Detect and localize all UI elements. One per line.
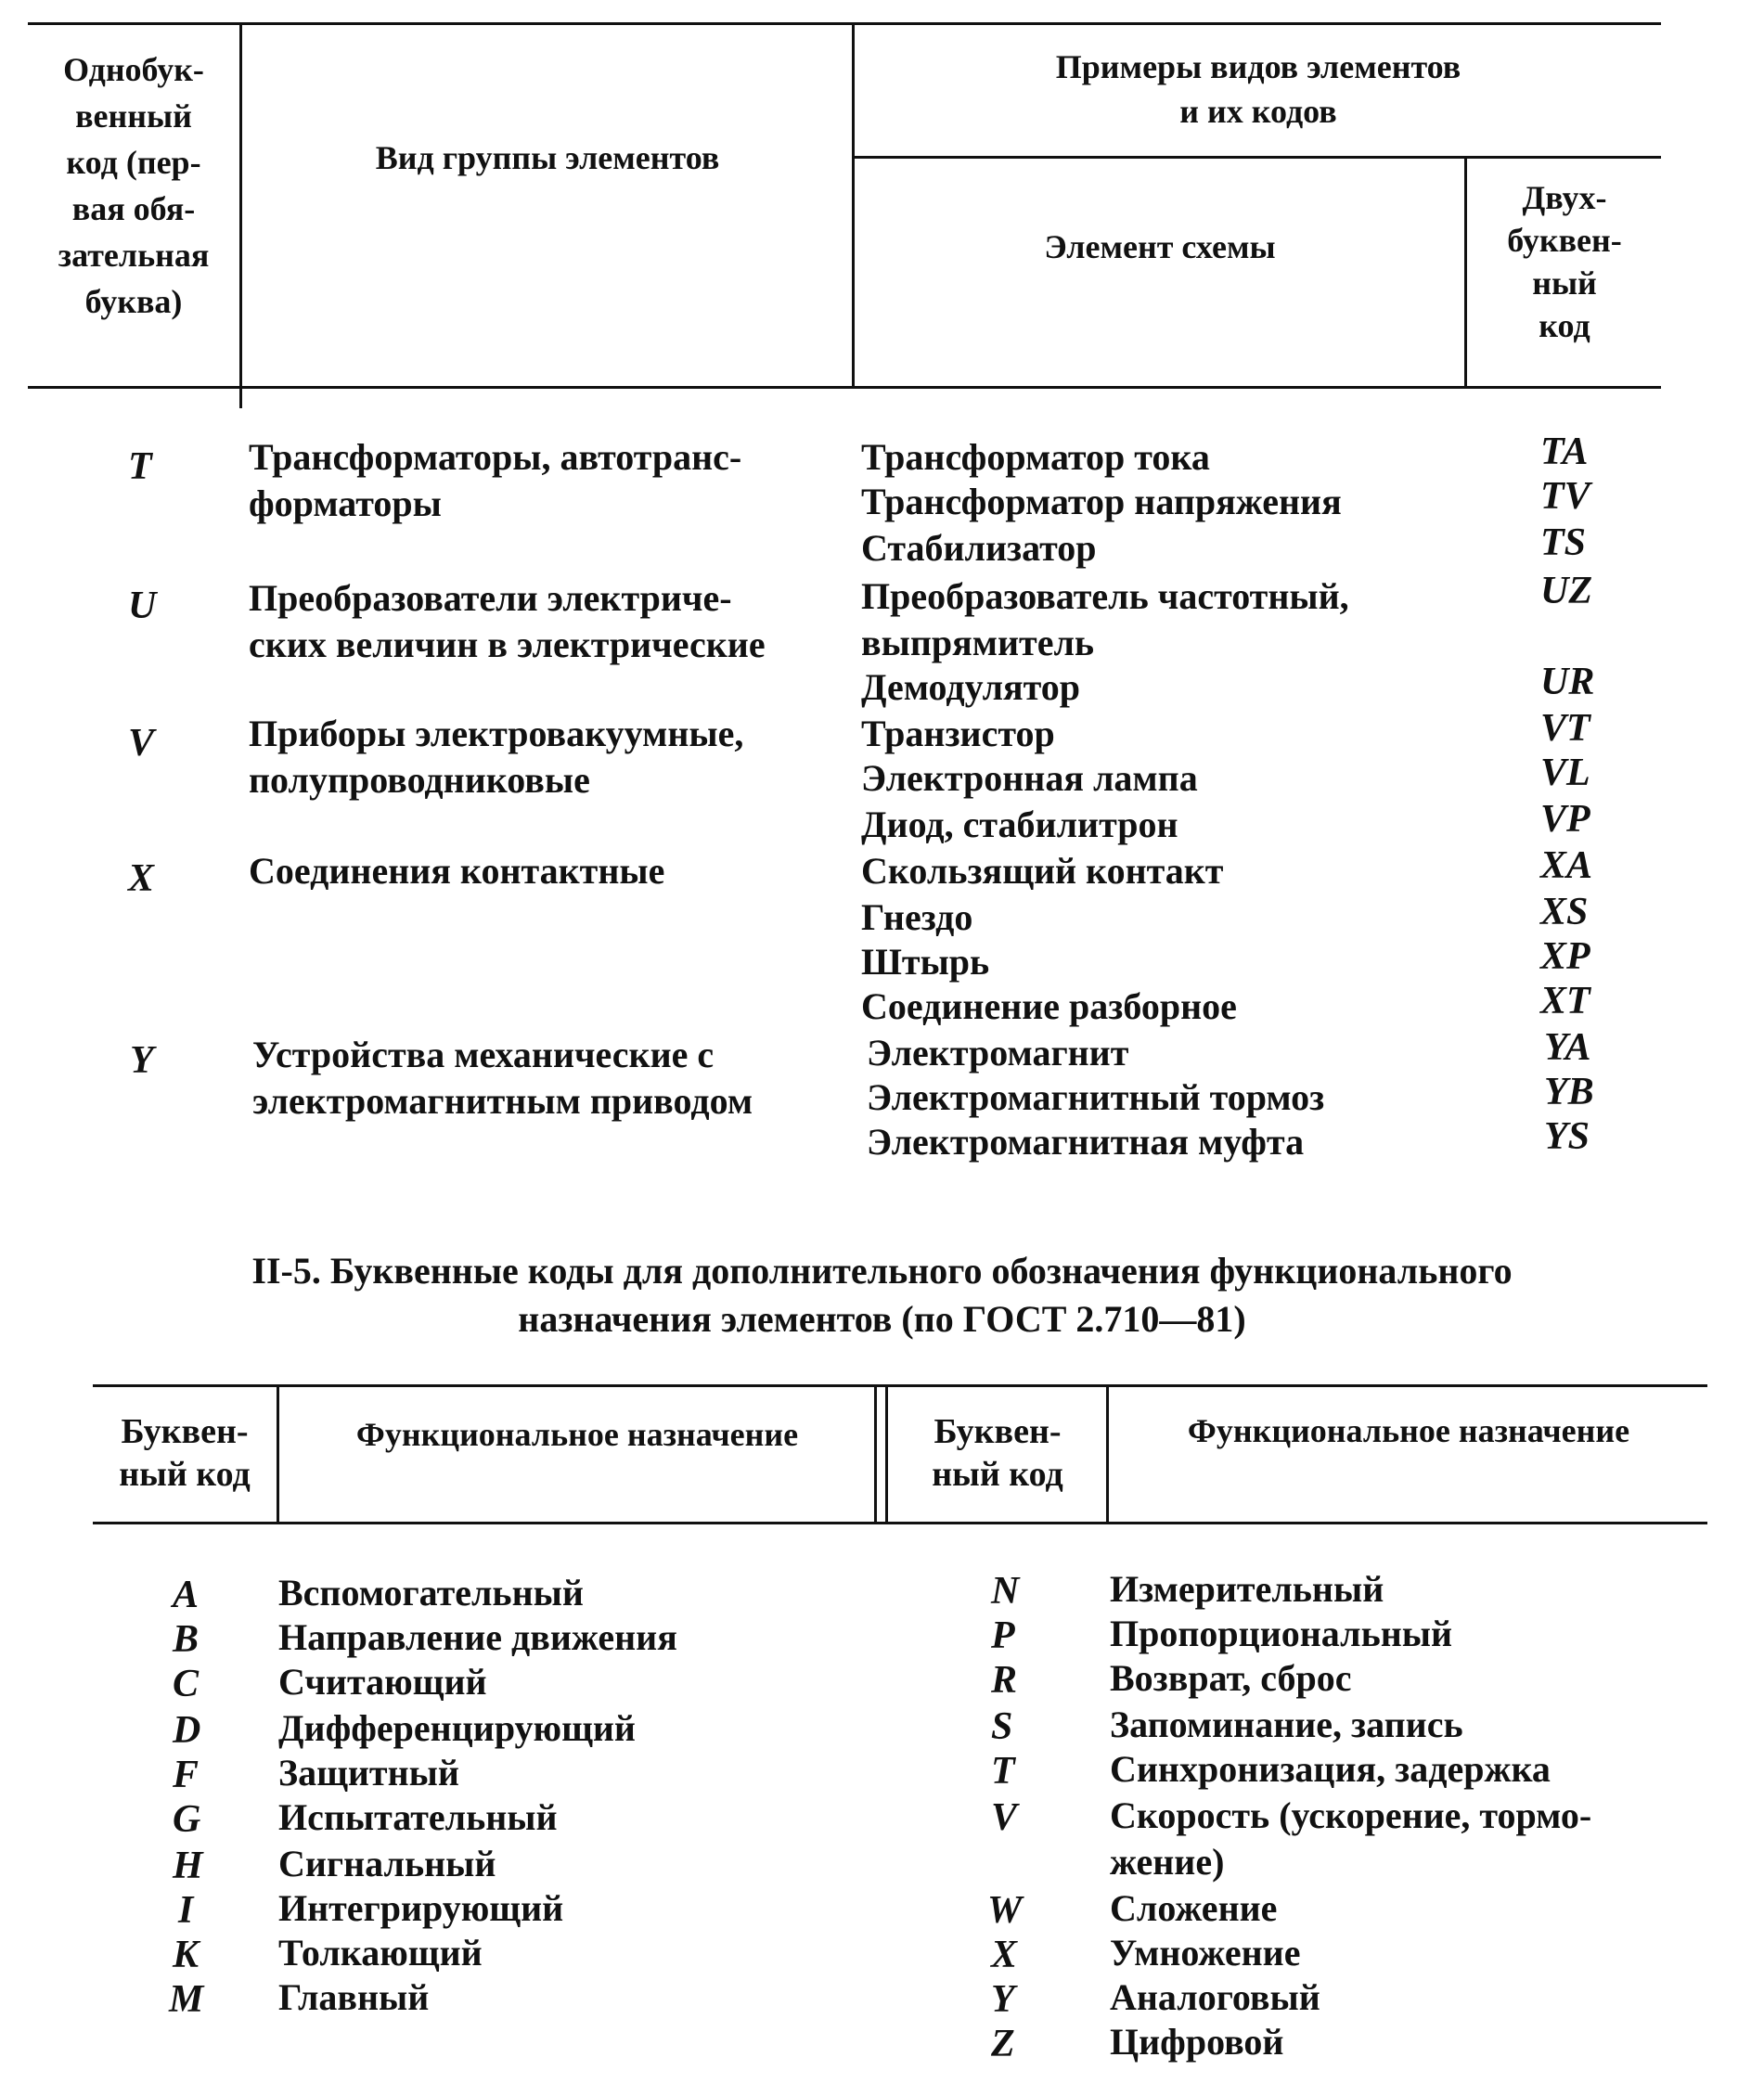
group-kind-V: Приборы электровакуумные, полупроводниковые (249, 713, 744, 801)
element-name: Преобразователь частотный, выпрямитель (861, 575, 1349, 663)
function-meaning: Считающий (278, 1661, 487, 1703)
table1-header-bottom-rule (28, 386, 1661, 389)
table1-header-element: Элемент схемы (1044, 228, 1276, 265)
section-title-line-2: назначения элементов (по ГОСТ 2.710—81) (518, 1298, 1246, 1340)
element-name: Диод, стабилитрон (861, 804, 1178, 845)
function-meaning: Толкающий (278, 1932, 483, 1974)
function-meaning: Главный (278, 1976, 430, 2018)
table1-header-two-letter-code: Двух- буквен- ный код (1507, 179, 1622, 344)
element-code: VL (1540, 752, 1590, 794)
element-code: TV (1540, 475, 1590, 518)
group-letter-V: V (128, 722, 155, 765)
function-code: G (173, 1798, 201, 1841)
element-code: TA (1540, 431, 1589, 473)
element-name: Стабилизатор (861, 527, 1097, 569)
table1-header-examples: Примеры видов элементов и их кодов (1055, 48, 1461, 130)
element-code: UZ (1540, 570, 1592, 612)
table2-header-function-right: Функциональное назначение (1187, 1412, 1630, 1449)
function-code: D (173, 1709, 201, 1752)
function-code: F (173, 1754, 200, 1796)
element-name: Скользящий контакт (861, 850, 1224, 892)
function-code: T (991, 1750, 1015, 1793)
function-code: K (173, 1934, 200, 1976)
function-code: V (991, 1796, 1018, 1839)
table2-header-code-right: Буквен- ный код (932, 1412, 1063, 1494)
function-meaning: Вспомогательный (278, 1572, 584, 1614)
function-code: A (173, 1574, 200, 1616)
function-meaning: Сигнальный (278, 1843, 496, 1884)
element-name: Трансформатор напряжения (861, 481, 1342, 522)
group-kind-T: Трансформаторы, автотранс- форматоры (249, 436, 742, 524)
function-meaning: Измерительный (1110, 1568, 1384, 1610)
table2-header-divider-3 (1106, 1386, 1109, 1524)
function-code: P (991, 1614, 1015, 1657)
element-name: Электромагнит (867, 1032, 1129, 1074)
element-name: Электромагнитный тормоз (867, 1076, 1325, 1118)
function-code: Z (991, 2023, 1015, 2065)
function-meaning: Запоминание, запись (1110, 1704, 1463, 1745)
function-code: W (987, 1889, 1023, 1932)
table2-header-divider-1 (277, 1386, 279, 1524)
table2-header-code-left: Буквен- ный код (119, 1412, 251, 1494)
function-meaning: Дифференцирующий (278, 1707, 636, 1749)
element-name: Электронная лампа (861, 757, 1198, 799)
function-code: N (991, 1570, 1020, 1613)
function-meaning: Пропорциональный (1110, 1613, 1453, 1654)
function-code: X (991, 1934, 1018, 1976)
element-name: Транзистор (861, 713, 1055, 754)
function-code: B (173, 1618, 200, 1661)
function-meaning: Синхронизация, задержка (1110, 1748, 1551, 1790)
group-kind-Y: Устройства механические с электромагнитным приводом (252, 1034, 753, 1122)
table1-header-divider-2 (852, 24, 855, 386)
function-meaning: Защитный (278, 1752, 459, 1794)
group-letter-T: T (128, 445, 152, 488)
element-code: XP (1540, 935, 1590, 978)
function-meaning: Скорость (ускорение, тормо- жение) (1110, 1794, 1592, 1883)
function-meaning: Сложение (1110, 1887, 1278, 1929)
function-meaning: Направление движения (278, 1616, 677, 1658)
element-code: XA (1540, 844, 1593, 887)
function-code: R (991, 1659, 1018, 1702)
function-code: H (173, 1845, 203, 1887)
table1-subheader-rule (852, 156, 1661, 159)
element-code: XT (1540, 980, 1590, 1022)
function-code: Y (991, 1978, 1015, 2021)
element-code: YA (1544, 1026, 1591, 1069)
element-code: UR (1540, 661, 1595, 703)
table2-top-rule (93, 1384, 1707, 1387)
function-meaning: Цифровой (1110, 2021, 1284, 2063)
table2-center-double-rule-a (874, 1386, 877, 1524)
table1-header-divider-3 (1464, 156, 1467, 386)
element-code: VT (1540, 707, 1590, 750)
element-name: Соединение разборное (861, 985, 1237, 1027)
table1-header-divider-1 (239, 24, 242, 408)
element-name: Электромагнитная муфта (867, 1121, 1305, 1163)
function-code: S (991, 1705, 1013, 1748)
table1-header-letter-code: Однобук- венный код (пер- вая обя- зательная буква) (58, 51, 210, 320)
group-kind-X: Соединения контактные (249, 850, 665, 892)
function-meaning: Возврат, сброс (1110, 1657, 1352, 1699)
element-code: YS (1544, 1115, 1590, 1158)
group-letter-Y: Y (130, 1039, 154, 1082)
table1-top-rule (28, 22, 1661, 25)
table2-header-bottom-rule (93, 1522, 1707, 1524)
element-code: VP (1540, 798, 1590, 841)
table2-center-double-rule-b (885, 1386, 888, 1524)
element-name: Демодулятор (861, 666, 1081, 708)
group-letter-U: U (128, 585, 157, 627)
element-code: TS (1540, 521, 1587, 564)
table1-header-group-kind: Вид группы элементов (375, 139, 720, 176)
group-letter-X: X (128, 857, 155, 900)
element-name: Гнездо (861, 896, 973, 938)
function-meaning: Умножение (1110, 1932, 1301, 1974)
function-meaning: Интегрирующий (278, 1887, 564, 1929)
function-meaning: Испытательный (278, 1796, 558, 1838)
section-title-line-1: II-5. Буквенные коды для дополнительного обозначения функционального (251, 1250, 1513, 1292)
table2-header-function-left: Функциональное назначение (355, 1416, 799, 1453)
function-meaning: Аналоговый (1110, 1976, 1320, 2018)
function-code: I (178, 1889, 194, 1932)
element-name: Трансформатор тока (861, 436, 1210, 478)
element-code: YB (1544, 1071, 1594, 1113)
group-kind-U: Преобразователи электриче- ских величин в электрические (249, 577, 766, 665)
element-name: Штырь (861, 941, 990, 983)
function-code: M (169, 1978, 204, 2021)
function-code: C (173, 1663, 200, 1705)
element-code: XS (1540, 891, 1589, 933)
